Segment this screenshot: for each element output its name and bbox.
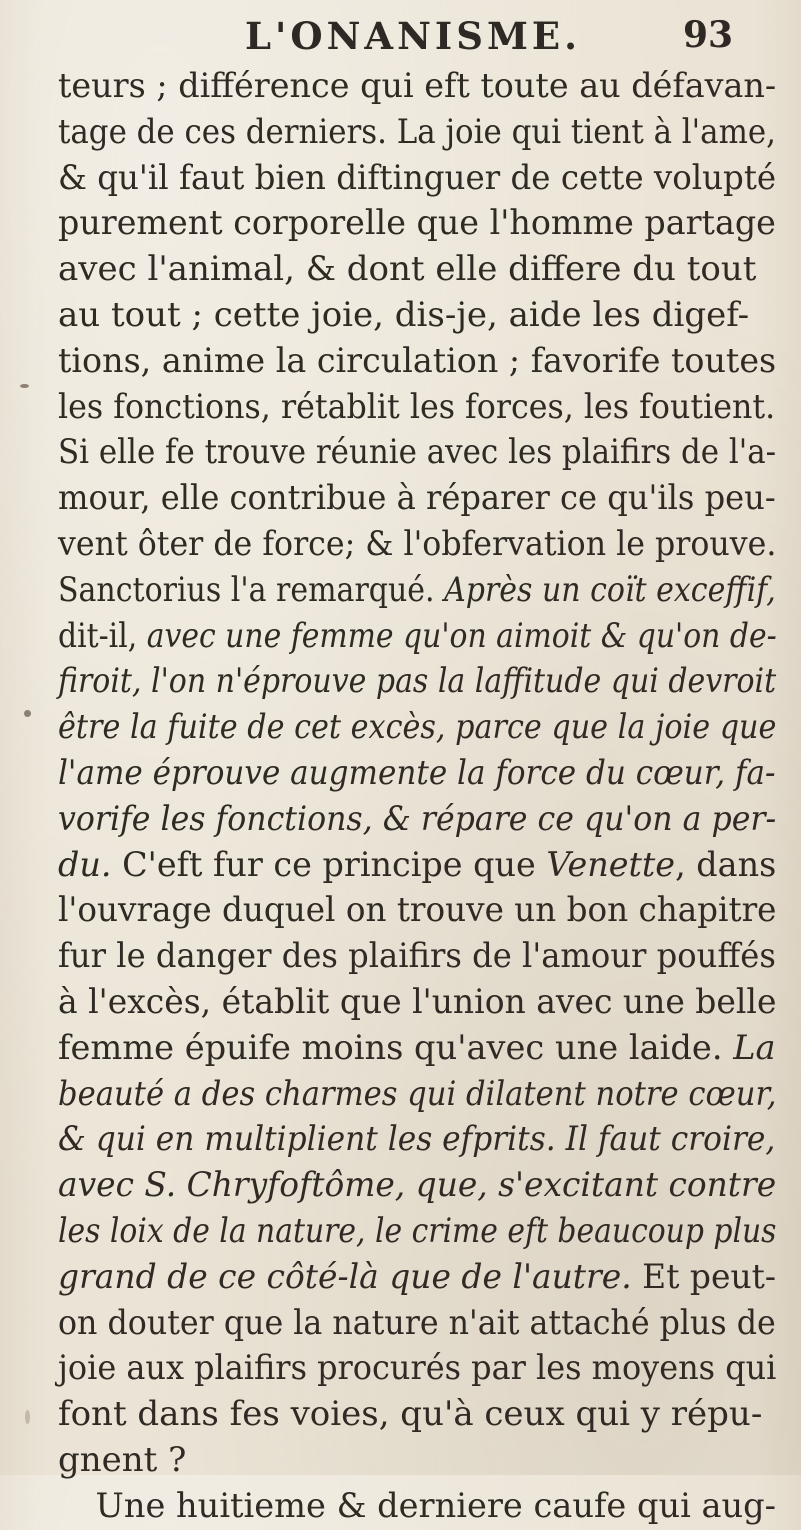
text-line: dit-il, avec une femme qu'on aimoit & qu'on de- <box>58 615 777 656</box>
text-line: avec l'animal, & dont elle differe du tout <box>58 249 757 290</box>
text-line: les fonctions, rétablit les forces, les foutient. <box>58 386 776 427</box>
text-line: purement corporelle que l'homme partage <box>58 203 776 244</box>
italic-quote: avec une femme qu'on aimoit & qu'on de- <box>146 615 777 656</box>
text-line: gnent ? <box>58 1439 187 1480</box>
text-line <box>58 659 777 705</box>
italic-quote: l'ame éprouve augmente la force du cœur, fa- <box>58 752 776 793</box>
text-line <box>58 797 777 843</box>
italic-quote: beauté a des charmes qui dilatent notre cœur, <box>58 1073 777 1114</box>
text-line <box>58 1163 777 1209</box>
italic-quote: grand de ce côté-là que de l'autre. <box>58 1256 632 1297</box>
text-line: on douter que la nature n'ait attaché plus de <box>58 1302 776 1343</box>
italic-quote: être la fuite de cet excès, parce que la joie que <box>58 707 777 748</box>
text-line: font dans fes voies, qu'à ceux qui y répu- <box>58 1394 763 1435</box>
ink-speck <box>20 384 29 388</box>
text-line: joie aux plaifirs procurés par les moyens qui <box>58 1348 777 1389</box>
italic-quote: firoit, l'on n'éprouve pas la laffitude qui devroit <box>58 661 777 702</box>
text-line: & qu'il faut bien diftinguer de cette volupté <box>58 157 777 198</box>
body-text <box>58 64 777 1530</box>
text-line: Si elle fe trouve réunie avec les plaifirs de l'a- <box>58 432 777 473</box>
running-head: L'ONANISME. <box>245 14 581 58</box>
text-line: tions, anime la circulation ; favorife toutes <box>58 340 777 381</box>
text-line: femme épuife moins qu'avec une laide. La <box>58 1027 776 1068</box>
italic-quote: vorife les fonctions, & répare ce qu'on a per- <box>58 798 777 839</box>
italic-quote: avec S. Chryfoftôme, que, s'excitant contre <box>58 1165 777 1206</box>
italic-quote: du. <box>58 844 112 885</box>
text-line: Une huitieme & derniere caufe qui aug- <box>95 1485 777 1526</box>
text-line: au tout ; cette joie, dis-je, aide les digef- <box>58 294 750 335</box>
ink-speck <box>25 1410 30 1424</box>
text-line: grand de ce côté-là que de l'autre. Et peut- <box>58 1256 776 1297</box>
page-header <box>0 12 801 60</box>
text-line <box>58 705 777 751</box>
text-line <box>58 751 776 797</box>
text-line: fur le danger des plaifirs de l'amour pouffés <box>58 936 776 977</box>
text-line: Sanctorius l'a remarqué. Après un coït exceffif, <box>58 569 776 610</box>
text-line: du. C'eft fur ce principe que Venette, dans <box>58 844 777 885</box>
text-line <box>58 1117 776 1163</box>
italic-quote: les loix de la nature, le crime eft beaucoup plus <box>58 1210 777 1251</box>
text-line: l'ouvrage duquel on trouve un bon chapitre <box>58 890 777 931</box>
italic-name: Venette <box>546 844 676 885</box>
page-number: 93 <box>683 14 734 56</box>
text-line <box>58 1209 777 1255</box>
text-line: tage de ces derniers. La joie qui tient à l'ame, <box>58 111 776 152</box>
text-line: à l'excès, établit que l'union avec une belle <box>58 981 777 1022</box>
text-line: mour, elle contribue à réparer ce qu'ils peu- <box>58 478 776 519</box>
italic-quote: & qui en multiplient les efprits. Il faut croire, <box>58 1119 776 1160</box>
italic-quote: Après un coït exceffif, <box>444 569 776 610</box>
italic-quote: La <box>733 1027 776 1068</box>
ink-speck <box>24 710 31 717</box>
text-line <box>58 1072 777 1118</box>
text-line: vent ôter de force; & l'obfervation le prouve. <box>58 523 777 564</box>
text-line: teurs ; différence qui eft toute au défavan- <box>58 66 777 106</box>
